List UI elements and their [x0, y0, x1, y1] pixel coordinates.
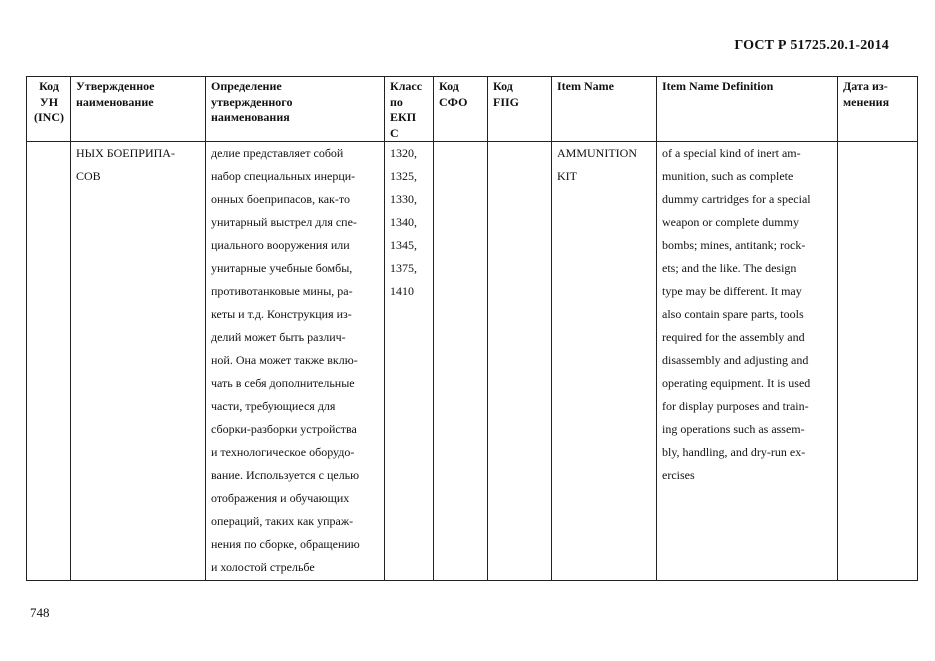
text-line: менения: [843, 94, 890, 109]
header-ekps-class: [385, 77, 434, 142]
text-line: AMMUNITION: [557, 146, 637, 160]
text-line: 1330,: [390, 192, 417, 206]
text-line: делие представляет собой: [211, 146, 344, 160]
text-line: 1320,: [390, 146, 417, 160]
text-line: СОВ: [76, 169, 101, 183]
text-line: Класс: [390, 79, 423, 93]
text-line: сборки-разборки устройства: [211, 422, 357, 436]
text-line: делий может быть различ-: [211, 330, 346, 344]
table-header-row: [27, 77, 918, 142]
text-line: кеты и т.д. Конструкция из-: [211, 307, 352, 321]
cell-fiig-code: [488, 142, 552, 581]
page-number: 748: [30, 605, 50, 620]
text-line: Код: [39, 79, 59, 93]
header-change-date: [838, 77, 918, 142]
header-approved-name: [71, 77, 206, 142]
text-line: отображения и обучающих: [211, 491, 350, 505]
text-line: наименования: [211, 110, 290, 124]
text-line: dummy cartridges for a special: [662, 192, 811, 206]
text-line: disassembly and adjusting and: [662, 353, 809, 367]
table-row: [27, 142, 918, 581]
text-line: ercises: [662, 468, 695, 482]
text-line: нения по сборке, обращению: [211, 537, 360, 551]
text-line: 1375,: [390, 261, 417, 275]
text-line: вание. Используется с целью: [211, 468, 360, 482]
cell-ekps-class: [385, 142, 434, 581]
text-line: KIT: [557, 169, 577, 183]
text-line: наименование: [76, 94, 154, 109]
classification-table: [26, 76, 918, 581]
text-line: онных боеприпасов, как-то: [211, 192, 350, 206]
text-line: weapon or complete dummy: [662, 215, 799, 229]
text-line: по: [390, 94, 403, 109]
text-line: (INC): [34, 110, 64, 124]
text-line: Код: [439, 79, 459, 93]
cell-change-date: [838, 142, 918, 581]
text-line: ЕКП: [390, 110, 417, 124]
text-line: противотанковые мины, ра-: [211, 284, 353, 298]
text-line: 1325,: [390, 169, 417, 183]
text-line: набор специальных инерци-: [211, 169, 356, 183]
text-line: munition, such as complete: [662, 169, 794, 183]
header-inc: [27, 77, 71, 142]
text-line: FIIG: [493, 94, 520, 109]
header-definition: [206, 77, 385, 142]
text-line: унитарные учебные бомбы,: [211, 261, 353, 275]
text-line: for display purposes and train-: [662, 399, 809, 413]
text-line: required for the assembly and: [662, 330, 805, 344]
cell-item-name-definition: [657, 142, 838, 581]
text-line: bombs; mines, antitank; rock-: [662, 238, 806, 252]
text-line: Определение: [211, 79, 282, 93]
cell-sfo-code: [434, 142, 488, 581]
text-line: и технологическое оборудо-: [211, 445, 355, 459]
text-line: ets; and the like. The design: [662, 261, 797, 275]
text-line: Код: [493, 79, 513, 93]
cell-item-name: [552, 142, 657, 581]
text-line: Item Name Definition: [662, 79, 774, 93]
text-line: 1345,: [390, 238, 417, 252]
text-line: 1410: [390, 284, 414, 298]
text-line: СФО: [439, 94, 468, 109]
text-line: унитарный выстрел для спе-: [211, 215, 357, 229]
text-line: ной. Она может также вклю-: [211, 353, 358, 367]
text-line: Дата из-: [843, 79, 888, 93]
text-line: Утвержденное: [76, 79, 155, 93]
text-line: циального вооружения или: [211, 238, 350, 252]
cell-definition: [206, 142, 385, 581]
text-line: утвержденного: [211, 94, 293, 109]
cell-approved-name: [71, 142, 206, 581]
text-line: 1340,: [390, 215, 417, 229]
text-line: also contain spare parts, tools: [662, 307, 804, 321]
text-line: bly, handling, and dry-run ex-: [662, 445, 806, 459]
text-line: операций, таких как упраж-: [211, 514, 354, 528]
text-line: Item Name: [557, 79, 614, 93]
text-line: of a special kind of inert am-: [662, 146, 801, 160]
cell-inc: [27, 142, 71, 581]
text-line: ing operations such as assem-: [662, 422, 805, 436]
text-line: и холостой стрельбе: [211, 560, 315, 574]
document-code: ГОСТ Р 51725.20.1-2014: [734, 38, 889, 53]
header-item-name-definition: [657, 77, 838, 142]
text-line: УН: [39, 94, 59, 109]
text-line: чать в себя дополнительные: [211, 376, 355, 390]
text-line: operating equipment. It is used: [662, 376, 811, 390]
header-item-name: [552, 77, 657, 142]
header-fiig-code: [488, 77, 552, 142]
text-line: С: [390, 125, 399, 140]
text-line: type may be different. It may: [662, 284, 802, 298]
text-line: части, требующиеся для: [211, 399, 336, 413]
text-line: НЫХ БОЕПРИПА-: [76, 146, 175, 160]
header-sfo-code: [434, 77, 488, 142]
